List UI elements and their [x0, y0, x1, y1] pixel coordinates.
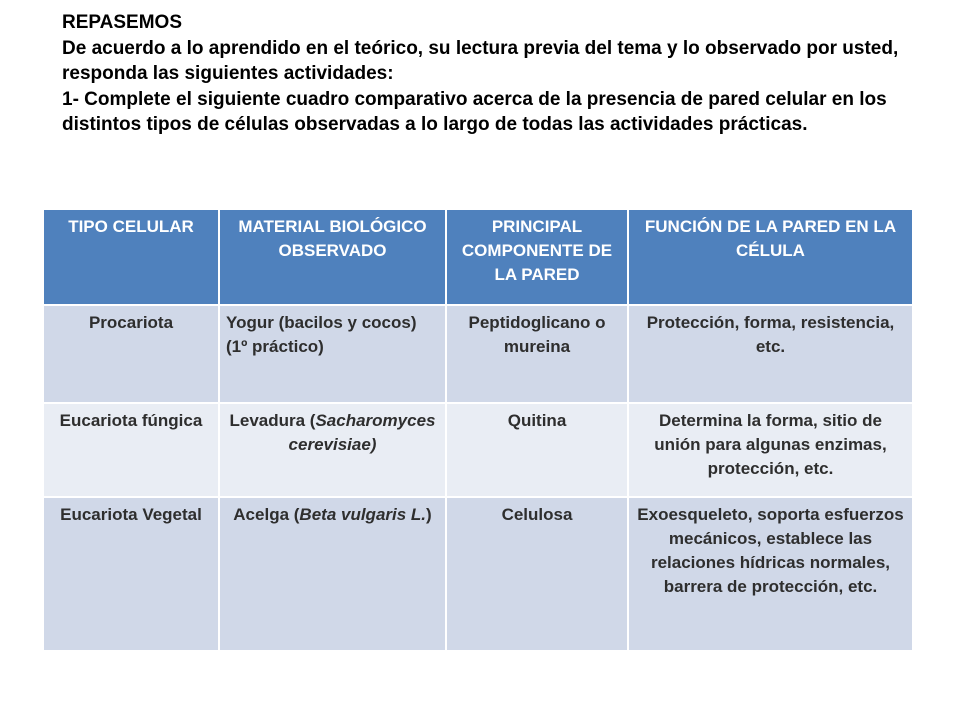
- header-material-biologico: MATERIAL BIOLÓGICO OBSERVADO: [219, 209, 446, 305]
- cell-tipo: Procariota: [43, 305, 219, 403]
- cell-material-text: Acelga (: [233, 505, 300, 524]
- cell-componente: Peptidoglicano o mureina: [446, 305, 628, 403]
- cell-material-close: ): [426, 505, 432, 524]
- header-principal-componente: PRINCIPAL COMPONENTE DE LA PARED: [446, 209, 628, 305]
- intro-question: 1- Complete el siguiente cuadro comparativo acerca de la presencia de pared celular en los distintos tipos de células observadas a lo largo de todas las actividades prácticas.: [62, 88, 887, 135]
- table-header-row: [43, 209, 913, 305]
- table-row: [43, 497, 913, 651]
- cell-tipo: Eucariota fúngica: [43, 403, 219, 497]
- intro-paragraph: De acuerdo a lo aprendido en el teórico, su lectura previa del tema y lo observado por usted, responda las siguientes actividades:: [62, 37, 899, 84]
- cell-material: [219, 403, 446, 497]
- header-funcion-pared: FUNCIÓN DE LA PARED EN LA CÉLULA: [628, 209, 913, 305]
- cell-funcion: Protección, forma, resistencia, etc.: [628, 305, 913, 403]
- cell-material-text: Levadura (: [229, 411, 316, 430]
- cell-componente: Quitina: [446, 403, 628, 497]
- intro-text-block: [62, 10, 922, 138]
- cell-material: [219, 305, 446, 403]
- intro-heading: REPASEMOS: [62, 12, 183, 33]
- header-tipo-celular: TIPO CELULAR: [43, 209, 219, 305]
- cell-material-italic: Sacharomyces cerevisiae): [288, 411, 436, 454]
- cell-material-text: Yogur (bacilos y cocos) (1º práctico): [226, 313, 417, 356]
- cell-componente: Celulosa: [446, 497, 628, 651]
- table-row: [43, 305, 913, 403]
- comparison-table: [42, 208, 914, 652]
- cell-tipo: Eucariota Vegetal: [43, 497, 219, 651]
- table-row: [43, 403, 913, 497]
- cell-funcion: Determina la forma, sitio de unión para algunas enzimas, protección, etc.: [628, 403, 913, 497]
- cell-material-italic: Beta vulgaris L.: [299, 505, 427, 524]
- cell-material: [219, 497, 446, 651]
- cell-funcion: Exoesqueleto, soporta esfuerzos mecánicos, establece las relaciones hídricas normales, barrera de protección, etc.: [628, 497, 913, 651]
